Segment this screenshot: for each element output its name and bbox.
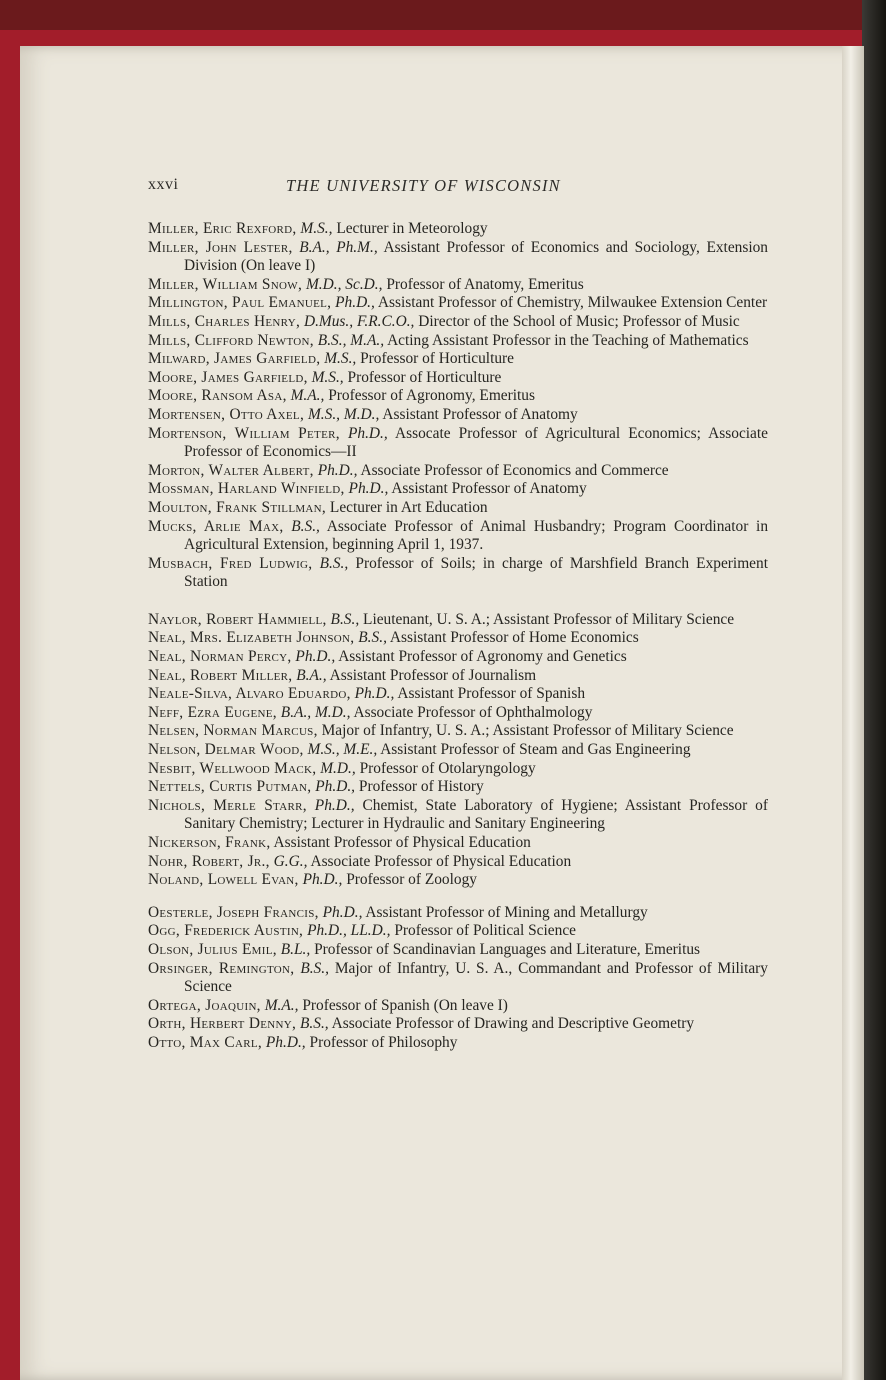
person-name: Moore, James Garfield, xyxy=(148,368,308,386)
degrees: Ph.D., xyxy=(347,424,388,442)
degrees: B.S., xyxy=(291,517,320,535)
directory-entry xyxy=(148,797,768,834)
position-title: Professor of Soils; in charge of Marshfield Branch Experiment Station xyxy=(184,554,768,591)
position-title: Professor of Agronomy, Emeritus xyxy=(328,387,535,405)
position-title: Associate Professor of Animal Husbandry; Program Coordinator in Agricultural Extension, beginning April 1, 1937. xyxy=(184,517,769,554)
person-name: Noland, Lowell Evan, xyxy=(148,871,299,889)
degrees: M.S., xyxy=(324,350,357,368)
person-name: Neal, Mrs. Elizabeth Johnson, xyxy=(148,629,355,647)
person-name: Orsinger, Remington, xyxy=(148,959,295,977)
directory-entry xyxy=(148,685,768,704)
degrees: M.A., xyxy=(290,387,325,405)
person-name: Nettels, Curtis Putman, xyxy=(148,778,312,796)
position-title: Professor of Spanish (On leave I) xyxy=(302,996,508,1014)
directory-entry xyxy=(148,499,768,518)
position-title: Lieutenant, U. S. A.; Assistant Professor of Military Science xyxy=(363,610,735,628)
person-name: Nesbit, Wellwood Mack, xyxy=(148,759,317,777)
position-title: Assistant Professor of Mining and Metallurgy xyxy=(365,903,648,921)
directory-entry xyxy=(148,760,768,779)
degrees: B.S., xyxy=(300,1015,329,1033)
degrees: Ph.D., xyxy=(295,648,336,666)
degrees: Ph.D., xyxy=(302,871,343,889)
directory-entry xyxy=(148,313,768,332)
directory-entry xyxy=(148,941,768,960)
position-title: Assistant Professor of Anatomy xyxy=(391,480,587,498)
degrees: B.S., xyxy=(358,629,387,647)
degrees: M.D., Sc.D., xyxy=(305,275,383,293)
directory-entry xyxy=(148,369,768,388)
position-title: Chemist, State Laboratory of Hygiene; Assistant Professor of Sanitary Chemistry; Lecturer in Hydraulic and Sanitary Engineering xyxy=(184,796,768,833)
position-title: Director of the School of Music; Professor of Music xyxy=(418,312,740,330)
position-title: Professor of Scandinavian Languages and Literature, Emeritus xyxy=(314,940,701,958)
directory-entry xyxy=(148,778,768,797)
book-spine-shadow xyxy=(862,0,886,1380)
position-title: Major of Infantry, U. S. A.; Assistant Professor of Military Science xyxy=(321,722,734,740)
position-title: Assocate Professor of Agricultural Economics; Associate Professor of Economics—II xyxy=(184,424,768,461)
degrees: M.D., xyxy=(320,759,356,777)
person-name: Miller, William Snow, xyxy=(148,275,303,293)
person-name: Mortenson, William Peter, xyxy=(148,424,340,442)
directory-entry xyxy=(148,518,768,555)
person-name: Miller, John Lester, xyxy=(148,238,293,256)
position-title: Professor of Anatomy, Emeritus xyxy=(386,275,584,293)
degrees: M.S., M.E., xyxy=(307,741,378,759)
directory-entry xyxy=(148,332,768,351)
person-name: Mills, Charles Henry, xyxy=(148,312,301,330)
degrees: Ph.D., xyxy=(315,778,356,796)
directory-entry xyxy=(148,239,768,276)
directory-entry xyxy=(148,387,768,406)
person-name: Moulton, Frank Stillman, xyxy=(148,498,327,516)
directory-entry xyxy=(148,294,768,313)
position-title: Professor of Philosophy xyxy=(309,1033,458,1051)
position-title: Assistant Professor of Anatomy xyxy=(382,405,578,423)
person-name: Miller, Eric Rexford, xyxy=(148,220,297,237)
directory-entry xyxy=(148,629,768,648)
person-name: Ogg, Frederick Austin, xyxy=(148,922,304,940)
person-name: Ortega, Joaquin, xyxy=(148,996,261,1014)
position-title: Associate Professor of Ophthalmology xyxy=(353,703,593,721)
person-name: Neale-Silva, Alvaro Eduardo, xyxy=(148,685,351,703)
section-spacer xyxy=(148,890,768,904)
position-title: Professor of History xyxy=(358,778,484,796)
directory-entry xyxy=(148,220,768,239)
position-title: Assistant Professor of Economics and Sociology, Extension Division (On leave I) xyxy=(184,238,769,275)
person-name: Nichols, Merle Starr, xyxy=(148,796,307,814)
position-title: Lecturer in Art Education xyxy=(329,498,488,516)
person-name: Mills, Clifford Newton, xyxy=(148,331,314,349)
position-title: Assistant Professor of Physical Education xyxy=(273,834,531,851)
directory-entry xyxy=(148,904,768,923)
position-title: Professor of Political Science xyxy=(394,922,576,940)
person-name: Oesterle, Joseph Francis, xyxy=(148,903,319,921)
directory-entry xyxy=(148,425,768,462)
position-title: Assistant Professor of Chemistry, Milwaukee Extension Center xyxy=(377,294,768,312)
section-spacer xyxy=(148,592,768,611)
directory-entry xyxy=(148,704,768,723)
position-title: Associate Professor of Drawing and Descriptive Geometry xyxy=(331,1015,695,1033)
person-name: Moore, Ransom Asa, xyxy=(148,387,287,405)
directory-entry xyxy=(148,1015,768,1034)
position-title: Professor of Horticulture xyxy=(347,368,502,386)
directory-entry xyxy=(148,480,768,499)
directory-entry xyxy=(148,997,768,1016)
degrees: Ph.D., xyxy=(317,461,358,479)
degrees: B.A., Ph.M., xyxy=(299,238,378,256)
person-name: Mossman, Harland Winfield, xyxy=(148,480,345,498)
person-name: Millington, Paul Emanuel, xyxy=(148,294,332,312)
degrees: Ph.D., LL.D., xyxy=(307,922,391,940)
person-name: Morton, Walter Albert, xyxy=(148,461,314,479)
degrees: Ph.D., xyxy=(354,685,395,703)
position-title: Professor of Horticulture xyxy=(360,350,514,368)
running-title: THE UNIVERSITY OF WISCONSIN xyxy=(286,176,561,195)
degrees: Ph.D., xyxy=(265,1033,306,1051)
degrees: B.A., M.D., xyxy=(280,703,351,721)
degrees: B.S., M.A., xyxy=(317,331,385,349)
degrees: D.Mus., F.R.C.O., xyxy=(303,312,415,330)
person-name: Mortensen, Otto Axel, xyxy=(148,405,305,423)
degrees: Ph.D., xyxy=(314,796,355,814)
position-title: Professor of Zoology xyxy=(346,871,477,889)
position-title: Major of Infantry, U. S. A., Commandant and Professor of Military Science xyxy=(184,959,769,996)
degrees: M.S., M.D., xyxy=(307,405,380,423)
degrees: B.S., xyxy=(330,610,360,628)
directory-entry xyxy=(148,960,768,997)
position-title: Assistant Professor of Home Economics xyxy=(389,629,639,647)
degrees: B.A., xyxy=(296,666,327,684)
person-name: Neal, Robert Miller, xyxy=(148,666,293,684)
person-name: Naylor, Robert Hammiell, xyxy=(148,610,327,628)
person-name: Olson, Julius Emil, xyxy=(148,940,277,958)
directory-entry xyxy=(148,406,768,425)
person-name: Orth, Herbert Denny, xyxy=(148,1015,297,1033)
page-gutter xyxy=(842,46,864,1380)
directory-entry xyxy=(148,922,768,941)
directory-entry xyxy=(148,871,768,890)
person-name: Mucks, Arlie Max, xyxy=(148,517,284,535)
directory-entry xyxy=(148,555,768,592)
person-name: Nickerson, Frank, xyxy=(148,834,271,851)
person-name: Nelson, Delmar Wood, xyxy=(148,741,304,759)
degrees: M.A., xyxy=(264,996,299,1014)
degrees: M.S., xyxy=(300,220,333,237)
directory-entry xyxy=(148,611,768,630)
directory-entry xyxy=(148,648,768,667)
page-number: xxvi xyxy=(148,176,179,193)
person-name: Musbach, Fred Ludwig, xyxy=(148,554,313,572)
person-name: Nohr, Robert, Jr., xyxy=(148,852,270,870)
directory-entry xyxy=(148,462,768,481)
directory-entry xyxy=(148,350,768,369)
position-title: Associate Professor of Physical Education xyxy=(310,852,572,870)
position-title: Professor of Otolaryngology xyxy=(359,759,536,777)
person-name: Neff, Ezra Eugene, xyxy=(148,703,277,721)
directory-entry xyxy=(148,1034,768,1053)
person-name: Milward, James Garfield, xyxy=(148,350,321,368)
directory-entry xyxy=(148,667,768,686)
position-title: Acting Assistant Professor in the Teaching of Mathematics xyxy=(387,331,749,349)
person-name: Nelsen, Norman Marcus, xyxy=(148,722,318,740)
position-title: Assistant Professor of Journalism xyxy=(329,666,537,684)
degrees: B.S., xyxy=(319,554,349,572)
person-name: Otto, Max Carl, xyxy=(148,1033,263,1051)
directory-entry xyxy=(148,834,768,853)
position-title: Assistant Professor of Spanish xyxy=(397,685,586,703)
directory-entry xyxy=(148,276,768,295)
degrees: Ph.D., xyxy=(322,903,363,921)
page-header xyxy=(148,176,768,200)
person-name: Neal, Norman Percy, xyxy=(148,648,292,666)
degrees: G.G., xyxy=(273,852,308,870)
faculty-directory-list xyxy=(148,220,768,1053)
degrees: B.S., xyxy=(300,959,329,977)
degrees: Ph.D., xyxy=(335,294,375,312)
position-title: Lecturer in Meteorology xyxy=(336,220,488,237)
directory-entry xyxy=(148,741,768,760)
degrees: B.L., xyxy=(280,940,311,958)
position-title: Assistant Professor of Agronomy and Genetics xyxy=(338,648,627,666)
degrees: M.S., xyxy=(311,368,344,386)
position-title: Associate Professor of Economics and Commerce xyxy=(360,461,669,479)
position-title: Assistant Professor of Steam and Gas Engineering xyxy=(380,741,691,759)
directory-entry xyxy=(148,853,768,872)
directory-entry xyxy=(148,722,768,741)
degrees: Ph.D., xyxy=(348,480,389,498)
